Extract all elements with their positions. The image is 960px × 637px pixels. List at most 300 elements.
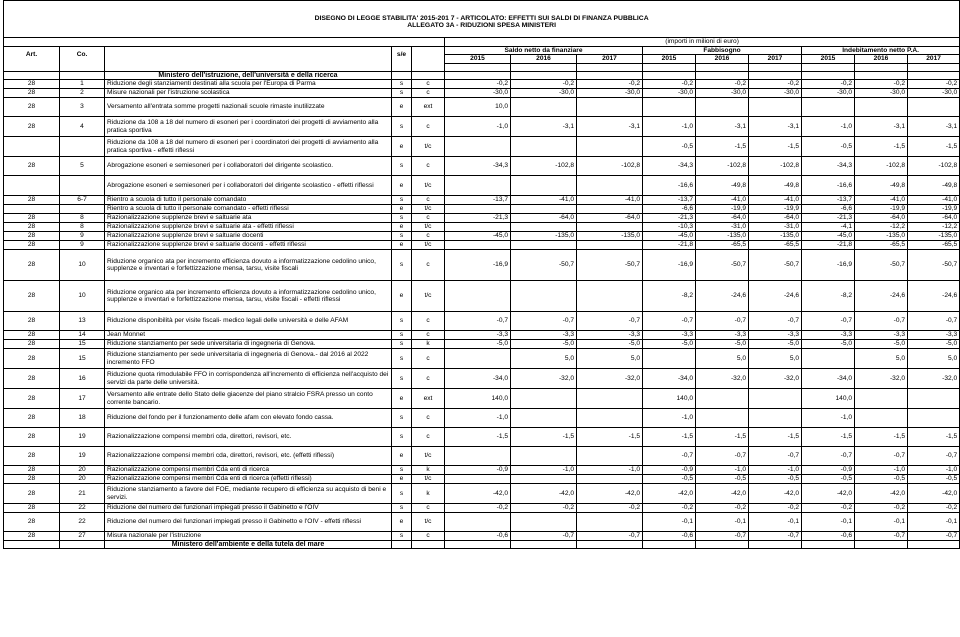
cell-art: 28 xyxy=(4,428,60,447)
cell-value: -21,3 xyxy=(802,214,855,223)
cell-value: 5,0 xyxy=(855,349,908,369)
cell-description: Riduzione del numero dei funzionari impiegati presso il Gabinetto e l'OIV xyxy=(105,504,392,513)
cell-value: -31,0 xyxy=(749,223,802,232)
cell-value: -16,9 xyxy=(643,250,696,281)
cell-type: t/c xyxy=(412,176,445,196)
cell-value: -16,6 xyxy=(802,176,855,196)
cell-value: -16,9 xyxy=(802,250,855,281)
cell-description: Versamento all'entrata somme progetti nazionali scuole rimaste inutilizzate xyxy=(105,98,392,117)
cell-value: -0,7 xyxy=(511,312,577,331)
cell-value: -32,0 xyxy=(696,369,749,389)
col-art-header: Art. xyxy=(4,46,60,63)
cell-value: -45,0 xyxy=(445,232,511,241)
table-row xyxy=(4,312,960,331)
cell-value: -30,0 xyxy=(577,89,643,98)
cell-value: -3,1 xyxy=(511,117,577,137)
cell-value xyxy=(511,176,577,196)
cell-value: -0,2 xyxy=(908,80,960,89)
cell-description: Riduzione stanziamento per sede universitaria di ingegneria di Genova. xyxy=(105,340,392,349)
cell-description: Rientro a scuola di tutto il personale comandato - effetti riflessi xyxy=(105,205,392,214)
table-row xyxy=(4,196,960,205)
cell-value: -0,5 xyxy=(643,475,696,484)
cell-value: -41,0 xyxy=(855,196,908,205)
cell-value: -5,0 xyxy=(749,340,802,349)
cell-value: -30,0 xyxy=(908,89,960,98)
cell-value: -24,6 xyxy=(749,281,802,312)
cell-value: -49,8 xyxy=(855,176,908,196)
cell-value: -16,6 xyxy=(643,176,696,196)
cell-value: -42,0 xyxy=(577,484,643,504)
cell-value: -135,0 xyxy=(696,232,749,241)
cell-art: 28 xyxy=(4,223,60,232)
section-heading-istruzione: Ministero dell'istruzione, dell'università e della ricerca xyxy=(105,71,392,79)
cell-value: -0,1 xyxy=(749,513,802,532)
cell-value: -42,0 xyxy=(445,484,511,504)
cell-value: 5,0 xyxy=(511,349,577,369)
cell-se: e xyxy=(392,447,412,466)
section-heading-ambiente: Ministero dell'ambiente e della tutela del mare xyxy=(105,541,392,549)
cell-se: s xyxy=(392,504,412,513)
cell-art xyxy=(4,137,60,157)
cell-art: 28 xyxy=(4,369,60,389)
cell-type: ext xyxy=(412,98,445,117)
cell-description: Razionalizzazione compensi membri cda, direttori, revisori, etc. (effetti riflessi) xyxy=(105,447,392,466)
cell-se: s xyxy=(392,340,412,349)
cell-value: -0,7 xyxy=(696,447,749,466)
cell-value: 10,0 xyxy=(445,98,511,117)
cell-se: s xyxy=(392,214,412,223)
cell-value: -1,5 xyxy=(908,137,960,157)
cell-se: s xyxy=(392,428,412,447)
cell-art: 28 xyxy=(4,484,60,504)
cell-value: -0,5 xyxy=(855,475,908,484)
cell-value: -1,0 xyxy=(696,466,749,475)
cell-value: -0,7 xyxy=(749,447,802,466)
cell-description: Riduzione stanziamento a favore del FOE, mediante recupero di efficienza su acquisto di beni e servizi. xyxy=(105,484,392,504)
cell-value: -64,0 xyxy=(696,214,749,223)
cell-co xyxy=(60,205,105,214)
cell-se: e xyxy=(392,137,412,157)
table-row xyxy=(4,137,960,157)
cell-description: Abrogazione esoneri e semiesoneri per i collaboratori del dirigente scolastico - effetti riflessi xyxy=(105,176,392,196)
cell-description: Razionalizzazione supplenze brevi e saltuarie ata - effetti riflessi xyxy=(105,223,392,232)
cell-co: 20 xyxy=(60,466,105,475)
cell-se: s xyxy=(392,157,412,176)
table-row xyxy=(4,205,960,214)
budget-table xyxy=(3,0,960,549)
cell-value: -4,1 xyxy=(802,223,855,232)
cell-value: -3,1 xyxy=(577,117,643,137)
cell-value: -8,2 xyxy=(643,281,696,312)
cell-value: -21,3 xyxy=(445,214,511,223)
cell-value: -32,0 xyxy=(855,369,908,389)
cell-value: -21,3 xyxy=(643,214,696,223)
cell-value: -6,6 xyxy=(643,205,696,214)
cell-value xyxy=(445,137,511,157)
cell-value xyxy=(908,389,960,409)
cell-value: -0,7 xyxy=(445,312,511,331)
cell-value: -16,9 xyxy=(445,250,511,281)
cell-value: -32,0 xyxy=(511,369,577,389)
cell-value: -34,3 xyxy=(802,157,855,176)
cell-type: ext xyxy=(412,389,445,409)
cell-co: 3 xyxy=(60,98,105,117)
cell-description: Riduzione degli stanziamenti destinati alla scuola per l'Europa di Parma xyxy=(105,80,392,89)
cell-value: -1,5 xyxy=(511,428,577,447)
cell-se: e xyxy=(392,513,412,532)
cell-value: -1,5 xyxy=(696,137,749,157)
cell-value: -1,0 xyxy=(855,466,908,475)
cell-value: -0,2 xyxy=(445,504,511,513)
cell-type: c xyxy=(412,312,445,331)
cell-value: -3,3 xyxy=(696,331,749,340)
table-row xyxy=(4,532,960,541)
cell-se: e xyxy=(392,281,412,312)
cell-value: -0,2 xyxy=(643,504,696,513)
cell-value: -65,5 xyxy=(696,241,749,250)
cell-se: e xyxy=(392,98,412,117)
cell-value: -0,2 xyxy=(802,504,855,513)
table-row xyxy=(4,349,960,369)
cell-value: -3,3 xyxy=(577,331,643,340)
cell-art: 28 xyxy=(4,389,60,409)
cell-value: -0,7 xyxy=(908,447,960,466)
cell-value: -45,0 xyxy=(643,232,696,241)
cell-type: t/c xyxy=(412,223,445,232)
cell-type: c xyxy=(412,428,445,447)
cell-se: e xyxy=(392,176,412,196)
cell-value xyxy=(511,98,577,117)
cell-value: -5,0 xyxy=(577,340,643,349)
cell-type: k xyxy=(412,484,445,504)
cell-art: 28 xyxy=(4,504,60,513)
cell-co: 5 xyxy=(60,157,105,176)
cell-value: -34,0 xyxy=(445,369,511,389)
cell-value xyxy=(577,389,643,409)
cell-description: Riduzione organico ata per incremento efficienza dovuto a informatizzazione cedolino unico, supplenze e inventari e forfettizzazione mensa, tarsu, visite fiscali - effetti riflessi xyxy=(105,281,392,312)
cell-value: -64,0 xyxy=(749,214,802,223)
cell-value xyxy=(749,389,802,409)
cell-value: -5,0 xyxy=(643,340,696,349)
cell-value: -6,6 xyxy=(802,205,855,214)
cell-type: c xyxy=(412,369,445,389)
cell-value: -0,6 xyxy=(802,532,855,541)
group-saldo-header: Saldo netto da finanziare xyxy=(445,46,643,54)
cell-value: -1,0 xyxy=(445,409,511,428)
cell-value: -3,3 xyxy=(445,331,511,340)
cell-se: s xyxy=(392,89,412,98)
cell-value: -24,6 xyxy=(696,281,749,312)
cell-value: -24,6 xyxy=(908,281,960,312)
cell-value: -21,8 xyxy=(643,241,696,250)
cell-description: Riduzione quota rimodulabile FFO in corrispondenza all'incremento di efficienza nell'acquisto dei servizi da parte delle università. xyxy=(105,369,392,389)
table-title-line2: ALLEGATO 3A - RIDUZIONI SPESA MINISTERI xyxy=(4,22,960,29)
cell-description: Jean Monnet xyxy=(105,331,392,340)
cell-value: -41,0 xyxy=(749,196,802,205)
col-co-header: Co. xyxy=(60,46,105,63)
cell-value: -0,2 xyxy=(855,80,908,89)
cell-value xyxy=(908,409,960,428)
year-header: 2015 xyxy=(445,55,511,63)
cell-description: Riduzione del numero dei funzionari impiegati presso il Gabinetto e l'OIV - effetti riflessi xyxy=(105,513,392,532)
cell-description: Riduzione da 108 a 18 del numero di esoneri per i coordinatori dei progetti di avviamento alla pratica sportiva - effetti riflessi xyxy=(105,137,392,157)
cell-value xyxy=(511,281,577,312)
cell-art: 28 xyxy=(4,331,60,340)
cell-se: s xyxy=(392,409,412,428)
cell-value: -102,8 xyxy=(749,157,802,176)
cell-value xyxy=(511,223,577,232)
cell-value: -0,1 xyxy=(855,513,908,532)
cell-value: -0,7 xyxy=(696,532,749,541)
cell-value: -0,1 xyxy=(802,513,855,532)
cell-description: Misure nazionali per l'istruzione scolastica xyxy=(105,89,392,98)
cell-value: -65,5 xyxy=(855,241,908,250)
cell-value: -102,8 xyxy=(577,157,643,176)
cell-value: -0,2 xyxy=(577,80,643,89)
cell-value xyxy=(749,98,802,117)
cell-value: -0,5 xyxy=(696,475,749,484)
cell-description: Riduzione da 108 a 18 del numero di esoneri per i coordinatori dei progetti di avviamento alla pratica sportiva xyxy=(105,117,392,137)
cell-value: -3,3 xyxy=(643,331,696,340)
cell-value: -50,7 xyxy=(577,250,643,281)
cell-value: -1,5 xyxy=(855,428,908,447)
cell-value: -3,3 xyxy=(908,331,960,340)
cell-value xyxy=(577,475,643,484)
cell-se: e xyxy=(392,389,412,409)
cell-value: -21,8 xyxy=(802,241,855,250)
cell-value xyxy=(511,389,577,409)
cell-value: -0,6 xyxy=(643,532,696,541)
cell-value: -65,5 xyxy=(749,241,802,250)
cell-value xyxy=(696,98,749,117)
cell-value: -0,2 xyxy=(577,504,643,513)
cell-value: -1,0 xyxy=(908,466,960,475)
cell-value: -32,0 xyxy=(749,369,802,389)
table-row xyxy=(4,241,960,250)
cell-value xyxy=(749,409,802,428)
cell-co: 17 xyxy=(60,389,105,409)
cell-value xyxy=(577,241,643,250)
table-row xyxy=(4,513,960,532)
cell-co: 4 xyxy=(60,117,105,137)
cell-value: -1,5 xyxy=(445,428,511,447)
cell-value xyxy=(577,176,643,196)
cell-value: -0,5 xyxy=(643,137,696,157)
cell-art: 28 xyxy=(4,98,60,117)
cell-art: 28 xyxy=(4,466,60,475)
col-se-header: s/e xyxy=(392,46,412,63)
cell-value: -0,9 xyxy=(643,466,696,475)
cell-value xyxy=(577,205,643,214)
cell-co: 20 xyxy=(60,475,105,484)
cell-value: -0,7 xyxy=(908,312,960,331)
cell-value: -0,7 xyxy=(908,532,960,541)
cell-co: 15 xyxy=(60,349,105,369)
cell-art: 28 xyxy=(4,232,60,241)
cell-co: 6-7 xyxy=(60,196,105,205)
cell-se: s xyxy=(392,250,412,281)
cell-se: e xyxy=(392,475,412,484)
cell-value: -24,6 xyxy=(855,281,908,312)
year-header: 2016 xyxy=(696,55,749,63)
cell-se: s xyxy=(392,532,412,541)
cell-type: t/c xyxy=(412,513,445,532)
table-row xyxy=(4,117,960,137)
cell-value: -50,7 xyxy=(908,250,960,281)
year-header: 2016 xyxy=(511,55,577,63)
cell-type: t/c xyxy=(412,241,445,250)
cell-value: -50,7 xyxy=(749,250,802,281)
cell-se: s xyxy=(392,312,412,331)
cell-value: -8,2 xyxy=(802,281,855,312)
cell-art xyxy=(4,176,60,196)
cell-value: -30,0 xyxy=(855,89,908,98)
cell-value: -34,0 xyxy=(643,369,696,389)
cell-co: 9 xyxy=(60,241,105,250)
cell-co: 22 xyxy=(60,504,105,513)
table-row xyxy=(4,340,960,349)
year-header: 2017 xyxy=(908,55,960,63)
cell-co: 16 xyxy=(60,369,105,389)
table-row xyxy=(4,331,960,340)
cell-value xyxy=(855,98,908,117)
cell-value: -64,0 xyxy=(908,214,960,223)
cell-value: -1,5 xyxy=(749,428,802,447)
cell-type: t/c xyxy=(412,447,445,466)
cell-value: -42,0 xyxy=(855,484,908,504)
year-header: 2016 xyxy=(855,55,908,63)
cell-art: 28 xyxy=(4,532,60,541)
cell-value: -3,3 xyxy=(511,331,577,340)
cell-value: -13,7 xyxy=(643,196,696,205)
cell-co: 9 xyxy=(60,232,105,241)
cell-value: -0,7 xyxy=(577,312,643,331)
cell-art: 28 xyxy=(4,281,60,312)
cell-value: -30,0 xyxy=(749,89,802,98)
cell-value xyxy=(445,349,511,369)
cell-value: -42,0 xyxy=(908,484,960,504)
group-indebitamento-header: Indebitamento netto P.A. xyxy=(802,46,960,54)
cell-description: Riduzione stanziamento per sede universitaria di ingegneria di Genova.- dal 2016 al 2022 incremento FFO xyxy=(105,349,392,369)
cell-art: 28 xyxy=(4,513,60,532)
cell-value: -0,5 xyxy=(908,475,960,484)
cell-co: 10 xyxy=(60,281,105,312)
cell-value: -5,0 xyxy=(908,340,960,349)
cell-value: -102,8 xyxy=(855,157,908,176)
cell-co: 19 xyxy=(60,428,105,447)
cell-value: -135,0 xyxy=(577,232,643,241)
cell-value xyxy=(511,205,577,214)
cell-value: -19,9 xyxy=(749,205,802,214)
table-row xyxy=(4,176,960,196)
cell-value: 5,0 xyxy=(696,349,749,369)
cell-value xyxy=(908,98,960,117)
cell-value: -13,7 xyxy=(445,196,511,205)
cell-value: -65,5 xyxy=(908,241,960,250)
cell-value: -41,0 xyxy=(577,196,643,205)
cell-description: Razionalizzazione supplenze brevi e saltuarie docenti - effetti riflessi xyxy=(105,241,392,250)
cell-value xyxy=(511,475,577,484)
table-row xyxy=(4,466,960,475)
cell-value xyxy=(445,281,511,312)
cell-co: 19 xyxy=(60,447,105,466)
cell-se: s xyxy=(392,466,412,475)
cell-value: -3,1 xyxy=(908,117,960,137)
cell-type: c xyxy=(412,250,445,281)
cell-type: c xyxy=(412,196,445,205)
cell-co: 8 xyxy=(60,214,105,223)
cell-value: -102,8 xyxy=(511,157,577,176)
cell-value xyxy=(577,98,643,117)
table-title-line1: DISEGNO DI LEGGE STABILITA' 2015-201 7 - ARTICOLATO: EFFETTI SUI SALDI DI FINANZA PUBBLICA xyxy=(4,15,960,22)
table-row xyxy=(4,223,960,232)
cell-type: c xyxy=(412,349,445,369)
cell-description: Razionalizzazione supplenze brevi e saltuarie ata xyxy=(105,214,392,223)
cell-value xyxy=(511,447,577,466)
cell-value: -5,0 xyxy=(802,340,855,349)
cell-type: c xyxy=(412,504,445,513)
cell-value xyxy=(445,447,511,466)
table-row xyxy=(4,447,960,466)
cell-value: -1,5 xyxy=(908,428,960,447)
cell-se: s xyxy=(392,80,412,89)
cell-value: -3,1 xyxy=(855,117,908,137)
cell-value: -0,5 xyxy=(749,475,802,484)
cell-se: e xyxy=(392,241,412,250)
cell-art: 28 xyxy=(4,214,60,223)
cell-co xyxy=(60,137,105,157)
cell-value: -102,8 xyxy=(908,157,960,176)
cell-value: -135,0 xyxy=(855,232,908,241)
cell-value: -0,2 xyxy=(511,80,577,89)
cell-type: k xyxy=(412,466,445,475)
cell-value: -19,9 xyxy=(908,205,960,214)
cell-value: -3,3 xyxy=(749,331,802,340)
cell-value: -5,0 xyxy=(696,340,749,349)
cell-value: -1,0 xyxy=(802,409,855,428)
cell-type: c xyxy=(412,331,445,340)
cell-value: -0,7 xyxy=(749,532,802,541)
cell-co: 10 xyxy=(60,250,105,281)
cell-se: s xyxy=(392,349,412,369)
year-header: 2015 xyxy=(802,55,855,63)
cell-value: -42,0 xyxy=(643,484,696,504)
group-fabbisogno-header: Fabbisogno xyxy=(643,46,802,54)
cell-value: -0,7 xyxy=(749,312,802,331)
cell-value: -1,0 xyxy=(577,466,643,475)
cell-art: 28 xyxy=(4,312,60,331)
cell-value: -50,7 xyxy=(855,250,908,281)
cell-value xyxy=(577,223,643,232)
cell-value: 140,0 xyxy=(802,389,855,409)
cell-art: 28 xyxy=(4,157,60,176)
cell-value: -0,7 xyxy=(577,532,643,541)
cell-se: s xyxy=(392,196,412,205)
cell-value: -12,2 xyxy=(855,223,908,232)
cell-value: -0,9 xyxy=(445,466,511,475)
cell-co: 18 xyxy=(60,409,105,428)
year-header: 2017 xyxy=(749,55,802,63)
cell-value: -42,0 xyxy=(802,484,855,504)
cell-type: c xyxy=(412,89,445,98)
cell-se: s xyxy=(392,369,412,389)
cell-value: -0,9 xyxy=(802,466,855,475)
cell-art: 28 xyxy=(4,89,60,98)
year-header: 2015 xyxy=(643,55,696,63)
cell-value: -64,0 xyxy=(511,214,577,223)
cell-value: -0,2 xyxy=(445,80,511,89)
cell-value: -12,2 xyxy=(908,223,960,232)
